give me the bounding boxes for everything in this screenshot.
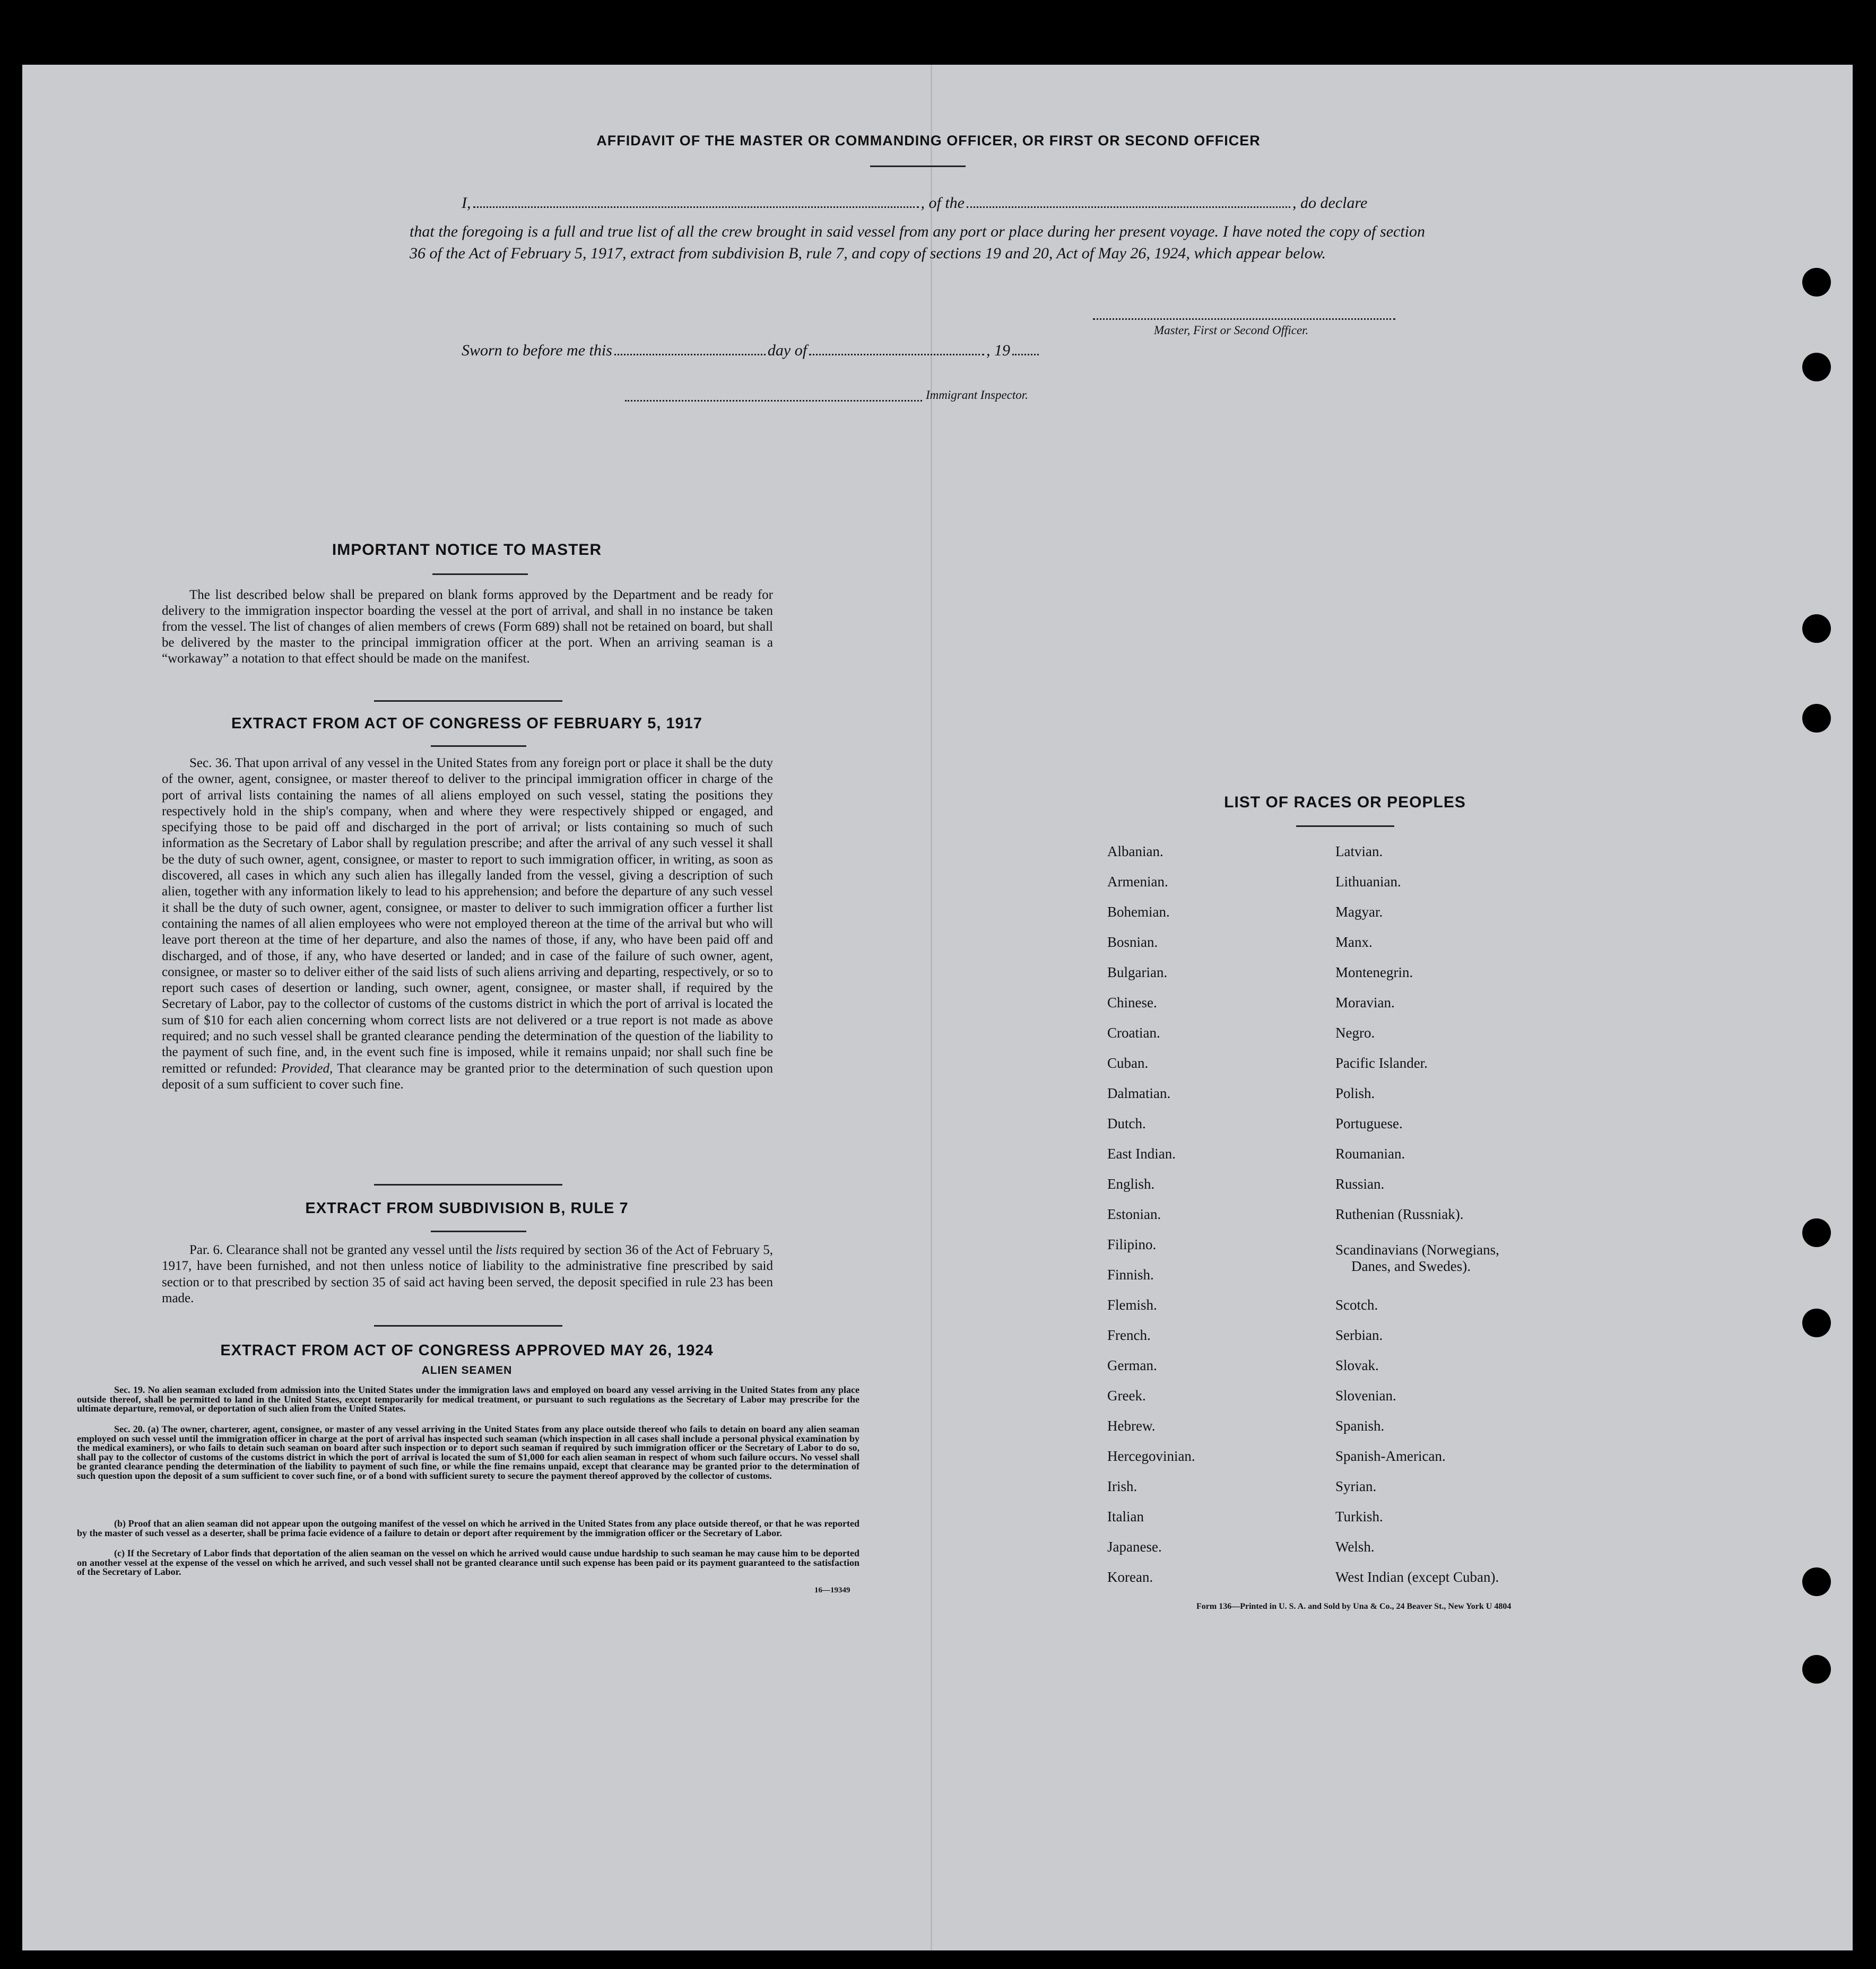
race-item: Polish. <box>1335 1085 1375 1101</box>
race-item: Estonian. <box>1107 1206 1161 1222</box>
race-item: Serbian. <box>1335 1327 1383 1343</box>
affidavit-i: I, <box>462 194 471 212</box>
race-item: Moravian. <box>1335 995 1395 1010</box>
race-item: English. <box>1107 1176 1155 1192</box>
section-divider <box>374 1325 562 1327</box>
lists-word: lists <box>496 1243 517 1257</box>
affidavit-of-the: , of the <box>920 194 965 212</box>
punch-hole <box>1802 353 1831 381</box>
race-item: Bosnian. <box>1107 934 1158 950</box>
punch-hole <box>1802 1309 1831 1337</box>
printer-footer: Form 136—Printed in U. S. A. and Sold by Una & Co., 24 Beaver St., New York U 4804 <box>1196 1602 1512 1611</box>
race-item: Filipino. <box>1107 1236 1157 1252</box>
race-item: Bohemian. <box>1107 904 1170 920</box>
race-item: Manx. <box>1335 934 1373 950</box>
affidavit-title: AFFIDAVIT OF THE MASTER OR COMMANDING OFFICER, OR FIRST OR SECOND OFFICER <box>596 133 1261 149</box>
punch-hole <box>1802 1567 1831 1596</box>
race-item: Syrian. <box>1335 1478 1377 1494</box>
punch-hole <box>1802 1218 1831 1247</box>
race-item: Cuban. <box>1107 1055 1149 1071</box>
sec-20b-text: (b) Proof that an alien seaman did not appear upon the outgoing manifest of the vessel on which he arrived in the United States from any place outside thereof, or that he was reported by the master of such vessel as a deserter, shall be prima facie evidence of a failure to detain or deport after requirement by the immigration officer or the Secretary of Labor. <box>77 1518 859 1538</box>
day-of-text: day of <box>767 342 807 359</box>
sec-36-label: Sec. 36. <box>189 756 232 770</box>
race-item: Roumanian. <box>1335 1146 1405 1162</box>
punch-hole <box>1802 614 1831 643</box>
race-item: Bulgarian. <box>1107 964 1168 980</box>
race-item: West Indian (except Cuban). <box>1335 1569 1499 1585</box>
race-item: Italian <box>1107 1509 1144 1524</box>
race-item: Latvian. <box>1335 843 1383 859</box>
race-item: Spanish-American. <box>1335 1448 1446 1464</box>
race-item: Albanian. <box>1107 843 1163 859</box>
year-text: , 19 <box>986 342 1011 359</box>
race-item: Negro. <box>1335 1025 1375 1041</box>
race-item: East Indian. <box>1107 1146 1176 1162</box>
sworn-text: Sworn to before me this <box>462 342 612 359</box>
vessel-blank[interactable] <box>967 206 1290 208</box>
notice-underline <box>432 573 528 575</box>
race-item: Croatian. <box>1107 1025 1160 1041</box>
section-divider <box>374 1184 562 1186</box>
race-item: Magyar. <box>1335 904 1383 920</box>
par-6-label: Par. 6. <box>189 1243 223 1257</box>
sworn-line <box>462 342 1041 360</box>
notice-title: IMPORTANT NOTICE TO MASTER <box>332 541 602 559</box>
race-item: Dalmatian. <box>1107 1085 1171 1101</box>
race-item: Turkish. <box>1335 1509 1383 1524</box>
extract-1917-underline <box>431 745 526 747</box>
master-signature-line[interactable] <box>1093 318 1395 320</box>
race-item: Slovak. <box>1335 1357 1379 1373</box>
race-item: Japanese. <box>1107 1539 1162 1555</box>
race-item: Irish. <box>1107 1478 1137 1494</box>
title-underline <box>870 165 966 167</box>
sec-19-text: Sec. 19. No alien seaman excluded from admission into the United States under the immigration laws and employed on board any vessel arriving in the United States from any place outside thereof, shall be permitted to land in the United States, except temporarily for medical treatment, or pursuant to such regulations as the Secretary of Labor may prescribe for the ultimate departure, removal, or deportation of such alien from the United States. <box>77 1384 859 1414</box>
race-item: Spanish. <box>1335 1418 1385 1434</box>
punch-hole <box>1802 1655 1831 1684</box>
extract-1924-subtitle: ALIEN SEAMEN <box>421 1364 513 1376</box>
name-blank[interactable] <box>473 206 919 208</box>
inspector-label: Immigrant Inspector. <box>926 388 1028 402</box>
extract-rule7-title: EXTRACT FROM SUBDIVISION B, RULE 7 <box>305 1200 629 1217</box>
sec-36-text: That upon arrival of any vessel in the United States from any foreign port or place it shall be the duty of the owner, agent, consignee, or master thereof to deliver to the principal immigration officer in charge of the port of arrival lists containing the names of all aliens employed on such vessel, stating the positions they respectively hold in the ship's company, when and where they were respectively shipped or engaged, and specifying those to be paid off and discharged in the port of arrival; or lists containing so much of such information as the Secretary of Labor shall by regulation prescribe; and after the arrival of any such vessel it shall be the duty of such owner, agent, consignee, or master to report to such immigration officer, in writing, as soon as discovered, all cases in which any such alien has illegally landed from the vessel, giving a description of such alien, together with any information likely to lead to his apprehension; and before the departure of any such vessel it shall be the duty of such owner, agent, consignee, or master to deliver to such immigration officer a further list containing the names of all alien employees who were not employed thereon at the time of the arrival but who will leave port thereon at the time of her departure, and also the names of those, if any, who have been paid off and discharged, and of those, if any, who have deserted or landed; and in case of the failure of such owner, agent, consignee, or master so to deliver either of the said lists of such aliens arriving and departing, respectively, or so to report such cases of desertion or landing, such owner, agent, consignee, or master shall, if required by the Secretary of Labor, pay to the collector of customs of the customs district in which the port of arrival is located the sum of $10 for each alien concerning whom correct lists are not delivered or a true report is not made as above required; and no such vessel shall be granted clearance pending the determination of the question of the liability to the payment of such fine, and, in the event such fine is imposed, while it remains unpaid; nor shall such fine be remitted or refunded: <box>162 756 773 1076</box>
race-item: Pacific Islander. <box>1335 1055 1428 1071</box>
race-item: Danes, and Swedes). <box>1351 1258 1471 1274</box>
race-item: Slovenian. <box>1335 1388 1396 1404</box>
rule7-text-b: required by section 36 of the Act of February 5, 1917, have been furnished, and not then unless notice of liability to the administrative fine prescribed by said section or to that prescribed by section 35 of said act having been served, the deposit specified in rule 23 has been made. <box>162 1243 774 1305</box>
race-item: Portuguese. <box>1335 1116 1403 1131</box>
race-item: Chinese. <box>1107 995 1157 1010</box>
race-item: German. <box>1107 1357 1157 1373</box>
notice-body: The list described below shall be prepared on blank forms approved by the Department and be ready for delivery to the immigration inspector boarding the vessel at the port of arrival, and shall in no instance be taken from the vessel. The list of changes of alien members of crews (Form 689) shall not be retained on board, but shall be delivered by the master to the principal immigration officer at the port. When an arriving seaman is a “workaway” a notation to that effect should be made on the manifest. <box>162 588 773 666</box>
extract-1917-body-block <box>162 755 773 1093</box>
section-divider <box>374 700 562 702</box>
race-item: Scotch. <box>1335 1297 1378 1313</box>
affidavit-body: that the foregoing is a full and true list of all the crew brought in said vessel from any port or place during her present voyage. I have noted the copy of section 36 of the Act of February 5, 1917, extract from subdivision B, rule 7, and copy of sections 19 and 20, Act of May 26, 1924, which appear below. <box>410 223 1425 262</box>
race-item: Armenian. <box>1107 874 1168 890</box>
race-item: Russian. <box>1335 1176 1385 1192</box>
race-item: Flemish. <box>1107 1297 1157 1313</box>
extract-1924-title: EXTRACT FROM ACT OF CONGRESS APPROVED MAY 26, 1924 <box>220 1342 714 1359</box>
race-item: Greek. <box>1107 1388 1146 1404</box>
inspector-signature-line[interactable] <box>625 400 922 402</box>
affidavit-declaration-line <box>462 194 1427 212</box>
races-underline <box>1296 825 1394 827</box>
race-item: Hercegovinian. <box>1107 1448 1195 1464</box>
race-item: Hebrew. <box>1107 1418 1156 1434</box>
sec-36-text-end: That clearance may be granted prior to the determination of such question upon deposit of a sum sufficient to cover such fine. <box>162 1061 773 1092</box>
race-item: Montenegrin. <box>1335 964 1413 980</box>
race-item: Welsh. <box>1335 1539 1375 1555</box>
punch-hole <box>1802 704 1831 733</box>
race-item: French. <box>1107 1327 1151 1343</box>
extract-rule7-underline <box>431 1231 526 1232</box>
race-item: Korean. <box>1107 1569 1153 1585</box>
race-item: Lithuanian. <box>1335 874 1401 890</box>
extract-rule7-body-block <box>162 1242 773 1306</box>
punch-hole <box>1802 268 1831 297</box>
race-item: Dutch. <box>1107 1116 1146 1131</box>
sworn-month-blank[interactable] <box>809 354 984 355</box>
rule7-text-a: Clearance shall not be granted any vessel until the <box>226 1243 492 1257</box>
sec-20a-text: Sec. 20. (a) The owner, charterer, agent, consignee, or master of any vessel arriving in the United States from any place outside thereof who fails to detain on board any alien seaman employed on such vessel until the immigration officer in charge at the port of arrival has inspected such seaman (which inspection in all cases shall include a personal physical examination by the medical examiners), or who fails to detain such seaman on board after such inspection or to deport such seaman if required by such immigration officer or the Secretary of Labor to do so, shall pay to the collector of customs of the customs district in which the port of arrival is located the sum of $1,000 for each alien seaman in respect of whom such failure occurs. No vessel shall be granted clearance pending the determination of the liability to payment of such fine, or while the fine remains unpaid, except that clearance may be granted prior to the determination of such question upon the deposit of a sum sufficient to cover such fine, or of a bond with sufficient surety to secure the payment thereof approved by the collector of customs. <box>77 1424 859 1481</box>
sworn-day-blank[interactable] <box>614 354 766 355</box>
races-title: LIST OF RACES OR PEOPLES <box>1224 794 1466 811</box>
race-item: Finnish. <box>1107 1267 1154 1283</box>
form-code: 16—19349 <box>814 1586 850 1595</box>
sworn-year-blank[interactable] <box>1012 354 1039 355</box>
provided-word: Provided, <box>281 1061 333 1076</box>
race-item: Scandinavians (Norwegians, <box>1335 1242 1499 1258</box>
master-signature-label: Master, First or Second Officer. <box>1154 324 1309 337</box>
affidavit-do-declare: , do declare <box>1292 194 1368 212</box>
extract-1917-title: EXTRACT FROM ACT OF CONGRESS OF FEBRUARY 5, 1917 <box>231 715 703 732</box>
sec-20c-text: (c) If the Secretary of Labor finds that deportation of the alien seaman on the vessel on which he arrived would cause undue hardship to such seaman he may cause him to be deported on another vessel at the expense of the vessel on which he arrived, and such vessel shall not be granted clearance until such expense has been paid or its payment guaranteed to the satisfaction of the Secretary of Labor. <box>77 1548 859 1578</box>
race-item: Ruthenian (Russniak). <box>1335 1206 1464 1222</box>
